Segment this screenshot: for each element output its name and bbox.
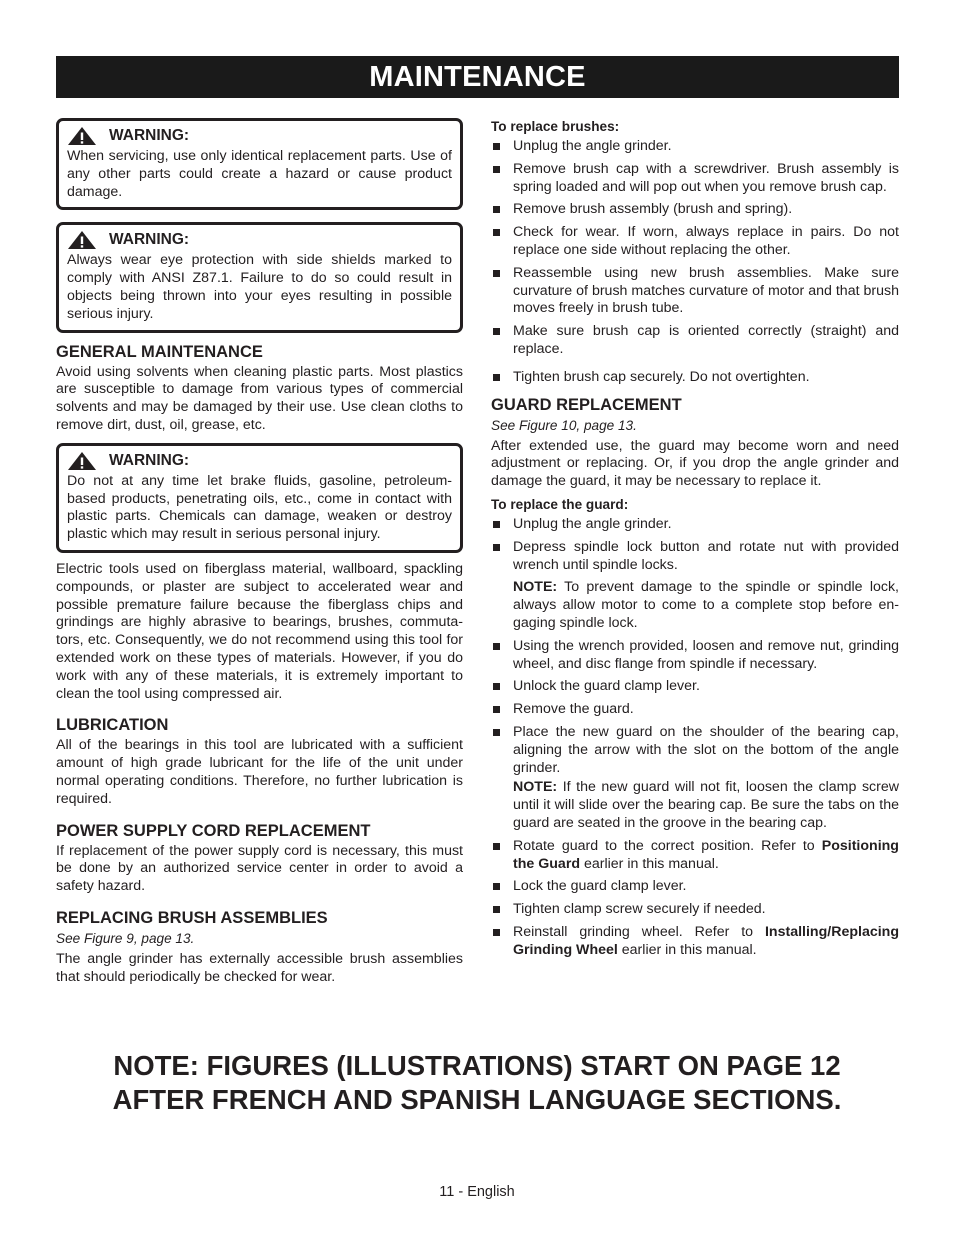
step-text: earlier in this manual. xyxy=(583,855,719,872)
fiberglass-text: Electric tools used on fiberglass material, wallboard, spackling compounds, or plaster are subject to accelerated wear and possible premature failure because the fiberglass chips and grindings are highly abrasive to bearings, brushes, commuta-tors, etc. Consequently, we do not recommend using this tool for extended work on these types of materials. However, if you do work with any of these materials, it is extremely important to clean the tool using compressed air. xyxy=(56,560,463,702)
list-item xyxy=(491,924,899,960)
right-column xyxy=(491,118,899,964)
warning-box-parts xyxy=(56,118,463,210)
section-heading-brush-assemblies: REPLACING BRUSH ASSEMBLIES xyxy=(56,908,328,927)
note xyxy=(491,779,899,832)
list-item xyxy=(491,838,899,874)
warning-title: WARNING: xyxy=(109,231,190,249)
guard-steps-lead: To replace the guard: xyxy=(491,496,629,512)
list-item: Check for wear. If worn, always replace in pairs. Do not replace one side without replacing the other. xyxy=(491,224,899,260)
warning-header xyxy=(67,126,452,146)
brush-assemblies-text: The angle grinder has externally accessible brush assemblies that should periodically be checked for wear. xyxy=(56,950,463,985)
note xyxy=(491,579,899,632)
section-heading-lubrication: LUBRICATION xyxy=(56,716,169,735)
warning-triangle-icon xyxy=(67,230,97,250)
warning-title: WARNING: xyxy=(109,127,190,144)
note-text: If the new guard will not fit, loosen the clamp screw until it will slide over the bearing cap. Be sure the tabs on the guard are seated in the groove in the bearing cap. xyxy=(513,779,899,831)
step-text: earlier in this manual. xyxy=(621,941,757,958)
warning-title: WARNING: xyxy=(109,451,190,469)
list-item: Remove brush cap with a screwdriver. Brush assembly is spring loaded and will pop out when you remove brush cap. xyxy=(491,161,899,197)
section-heading-general-maintenance: GENERAL MAINTENANCE xyxy=(56,342,263,361)
list-item: Using the wrench provided, loosen and remove nut, grinding wheel, and disc flange from spindle if necessary. xyxy=(491,638,899,674)
warning-text: When servicing, use only identical replacement parts. Use of any other parts could create a hazard or cause product damage. xyxy=(67,148,452,200)
list-item: Depress spindle lock button and rotate nut with provided wrench until spindle locks. xyxy=(491,539,899,575)
figures-note-line: NOTE: FIGURES (ILLUSTRATIONS) START ON PAGE 12 xyxy=(113,1050,841,1081)
left-column xyxy=(56,118,463,987)
figure-reference: See Figure 10, page 13. xyxy=(491,417,637,433)
list-item: Place the new guard on the shoulder of the bearing cap, aligning the arrow with the slot on the bottom of the angle grinder. xyxy=(491,724,899,777)
figures-note xyxy=(0,1049,954,1117)
warning-box-eye-protection xyxy=(56,222,463,332)
section-heading-cord-replacement: POWER SUPPLY CORD REPLACEMENT xyxy=(56,821,371,840)
guard-replacement-text: After extended use, the guard may become worn and need adjustment or replacing. Or, if you drop the angle grinder and damage the guard, it may be necessary to replace it. xyxy=(491,437,899,490)
list-item: Unplug the angle grinder. xyxy=(491,138,899,156)
page-title: MAINTENANCE xyxy=(56,56,899,98)
step-text: Reinstall grinding wheel. Refer to xyxy=(513,923,754,940)
warning-triangle-icon xyxy=(67,451,97,471)
figures-note-line: AFTER FRENCH AND SPANISH LANGUAGE SECTIONS. xyxy=(112,1084,842,1115)
lubrication-text: All of the bearings in this tool are lubricated with a sufficient amount of high grade lubricant for the life of the unit under normal operating conditions. Therefore, no further lubrication is required. xyxy=(56,737,463,807)
cross-reference: Installing/Replacing Grinding Wheel xyxy=(513,923,899,958)
warning-triangle-icon xyxy=(67,126,97,146)
cord-replacement-text: If replacement of the power supply cord is necessary, this must be done by an authorized service center in order to avoid a safety hazard. xyxy=(56,842,463,895)
list-item: Make sure brush cap is oriented correctly (straight) and replace. xyxy=(491,323,899,359)
list-item: Remove brush assembly (brush and spring). xyxy=(491,201,899,219)
list-item: Unlock the guard clamp lever. xyxy=(491,678,899,696)
page-number: 11 - English xyxy=(439,1184,515,1200)
list-item: Lock the guard clamp lever. xyxy=(491,878,899,896)
warning-text: Always wear eye protection with side shields marked to comply with ANSI Z87.1. Failure to do so could result in objects being thrown into your eyes resulting in possible serious injury. xyxy=(67,252,452,322)
cross-reference: Positioning the Guard xyxy=(513,837,899,872)
list-item: Tighten brush cap securely. Do not overtighten. xyxy=(491,369,899,387)
figure-reference: See Figure 9, page 13. xyxy=(56,930,195,946)
general-maintenance-text: Avoid using solvents when cleaning plastic parts. Most plastics are susceptible to damage from various types of commercial solvents and may be damaged by their use. Use clean cloths to remove dirt, dust, oil, grease, etc. xyxy=(56,363,463,433)
warning-header xyxy=(67,230,452,250)
brush-steps-lead: To replace brushes: xyxy=(491,119,620,134)
list-item: Reassemble using new brush assemblies. Make sure curvature of brush matches curvature of motor and that brush moves freely in brush tube. xyxy=(491,265,899,318)
warning-text: Do not at any time let brake fluids, gasoline, petroleum-based products, penetrating oils, etc., come in contact with plastic parts. Chemicals can damage, weaken or destroy plastic which may result in serious personal injury. xyxy=(67,472,452,543)
step-text: Rotate guard to the correct position. Refer to xyxy=(513,837,815,854)
warning-box-chemicals xyxy=(56,443,463,553)
section-heading-guard-replacement: GUARD REPLACEMENT xyxy=(491,395,682,414)
note-label: NOTE: xyxy=(513,579,558,596)
list-item: Tighten clamp screw securely if needed. xyxy=(491,901,899,919)
list-item: Remove the guard. xyxy=(491,701,899,719)
list-item: Unplug the angle grinder. xyxy=(491,516,899,534)
warning-header xyxy=(67,451,452,471)
note-label: NOTE: xyxy=(513,779,558,796)
note-text: To prevent damage to the spindle or spindle lock, always allow motor to come to a complete stop before en-gaging spindle lock. xyxy=(513,579,899,631)
